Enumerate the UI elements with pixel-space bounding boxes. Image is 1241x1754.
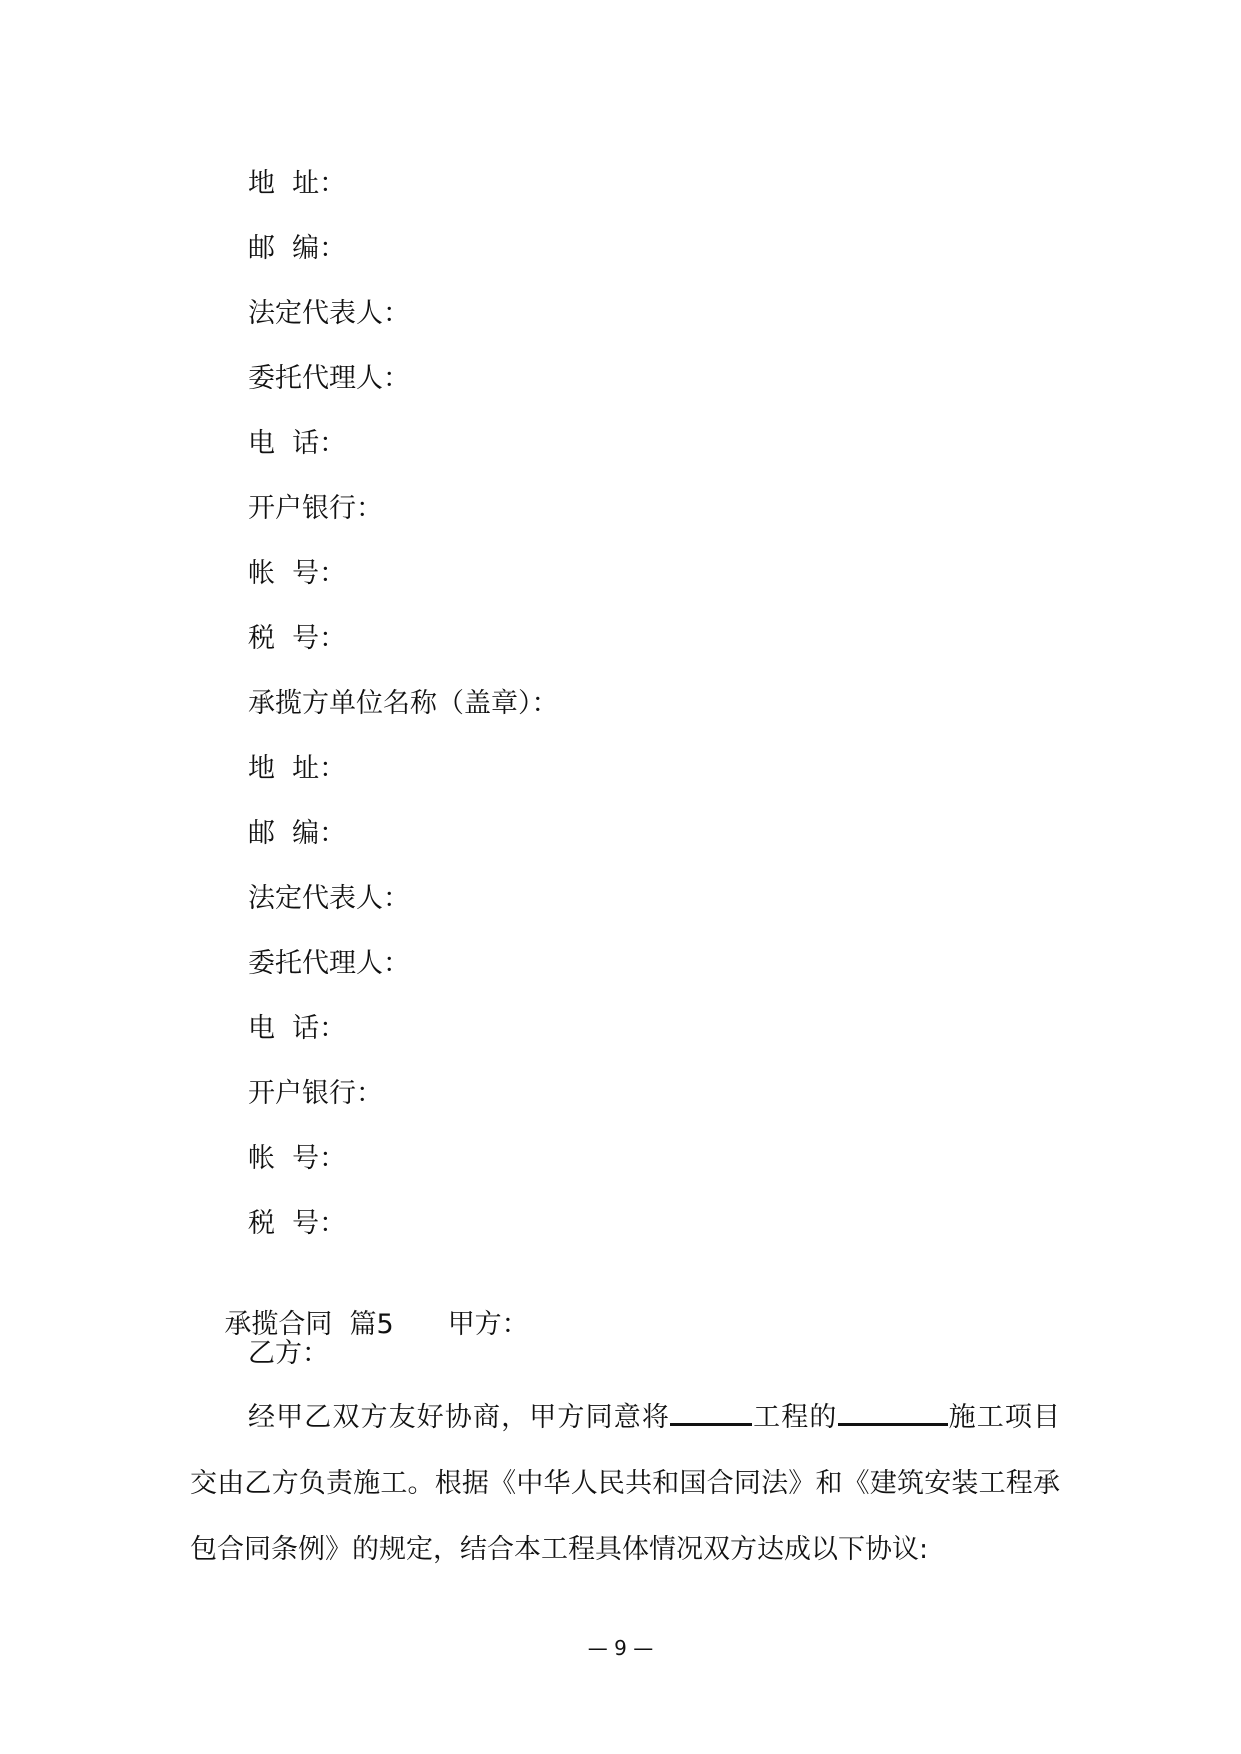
party-a-address-label: 地 址： [248, 168, 347, 199]
contractor-phone-label: 电 话： [248, 1013, 347, 1044]
contractor-bank-label: 开户银行： [248, 1078, 383, 1109]
party-a-agent-label: 委托代理人： [248, 363, 410, 394]
contractor-account-label: 帐 号： [248, 1143, 347, 1174]
party-a-account-label: 帐 号： [248, 558, 347, 589]
contractor-address-label: 地 址： [248, 753, 347, 784]
contractor-heading: 承揽方单位名称（盖章）： [248, 688, 559, 719]
party-a-label: 甲方： [447, 1309, 529, 1340]
section-title-line [190, 1271, 529, 1379]
contractor-agent-label: 委托代理人： [248, 948, 410, 979]
contractor-tax-label: 税 号： [248, 1208, 347, 1239]
intro-paragraph [190, 1385, 1060, 1583]
party-a-postcode-label: 邮 编： [248, 233, 347, 264]
intro-part-3: 施工项目交由乙方负责施工。根据《中华人民共和国合同法》和《建筑安装工程承包合同条例》的规定，结合本工程具体情况双方达成以下协议: [190, 1402, 1061, 1565]
party-a-legal-rep-label: 法定代表人： [248, 298, 410, 329]
party-a-bank-label: 开户银行： [248, 493, 383, 524]
contractor-legal-rep-label: 法定代表人： [248, 883, 410, 914]
party-a-phone-label: 电 话： [248, 428, 347, 459]
party-a-tax-label: 税 号： [248, 623, 347, 654]
contractor-postcode-label: 邮 编： [248, 818, 347, 849]
intro-part-1: 经甲乙双方友好协商，甲方同意将 [248, 1402, 670, 1433]
intro-part-2: 工程的 [751, 1402, 838, 1433]
page-number: — 9 — [587, 1636, 654, 1660]
section-title: 承揽合同 篇5 [224, 1309, 394, 1340]
work-scope-blank [838, 1401, 948, 1426]
party-b-label: 乙方： [248, 1338, 329, 1369]
project-name-blank [670, 1401, 752, 1426]
